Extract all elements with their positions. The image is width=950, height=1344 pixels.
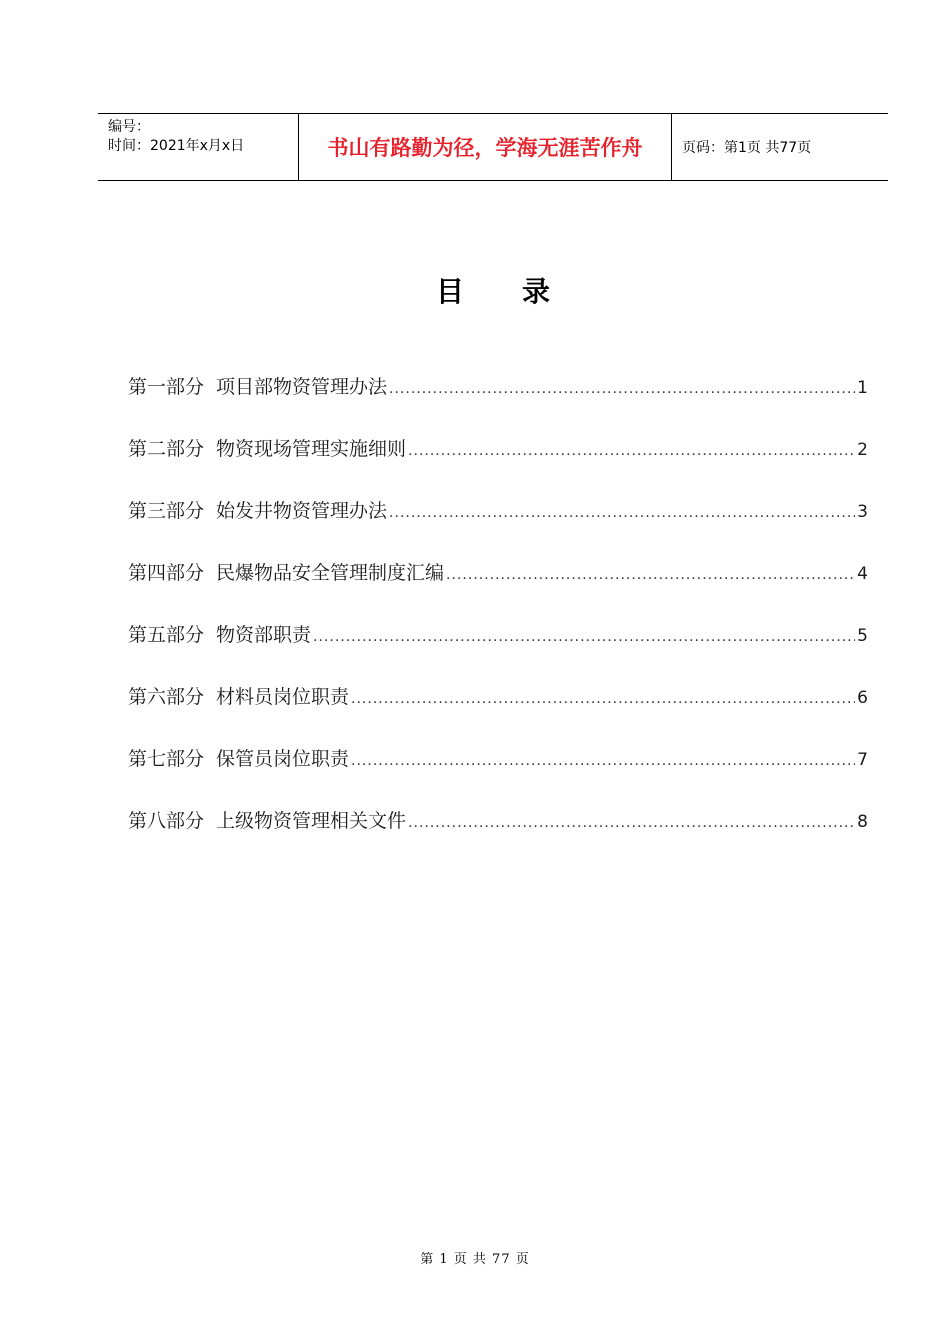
toc-entry-page: 6 (857, 688, 868, 708)
toc-entry[interactable] (128, 682, 868, 744)
toc-entry[interactable] (128, 744, 868, 806)
toc-entry[interactable] (128, 434, 868, 496)
toc-dot-leader (389, 381, 855, 397)
toc-entry[interactable] (128, 620, 868, 682)
toc-entry-part: 第三部分 (128, 500, 205, 522)
toc-entry-title: 项目部物资管理办法 (216, 376, 388, 398)
toc-entry-page: 1 (857, 378, 868, 398)
toc-entry-part: 第五部分 (128, 624, 205, 646)
toc-entry[interactable] (128, 372, 868, 434)
toc-dot-leader (351, 753, 855, 769)
toc-entry-title: 物资现场管理实施细则 (216, 438, 407, 460)
header-page-number: 页码：第1页 共77页 (682, 140, 812, 156)
toc-entry-page: 2 (857, 440, 868, 460)
toc-entry-part: 第四部分 (128, 562, 205, 584)
document-date: 时间：2021年x月x日 (108, 138, 245, 154)
toc-entry-title: 上级物资管理相关文件 (216, 810, 407, 832)
toc-dot-leader (408, 443, 855, 459)
toc-entry-part: 第一部分 (128, 376, 205, 398)
toc-entry-part: 第七部分 (128, 748, 205, 770)
page-footer: 第 1 页 共 77 页 (420, 1252, 530, 1267)
toc-dot-leader (351, 691, 855, 707)
toc-title-char: 目 (435, 275, 466, 308)
toc-dot-leader (408, 815, 855, 831)
header-motto: 书山有路勤为径，学海无涯苦作舟 (299, 114, 672, 180)
toc-entry-page: 5 (857, 626, 868, 646)
toc-entry-title: 保管员岗位职责 (216, 748, 350, 770)
toc-entry-title: 始发井物资管理办法 (216, 500, 388, 522)
toc-dot-leader (446, 567, 855, 583)
toc-entry-page: 3 (857, 502, 868, 522)
toc-dot-leader (389, 505, 855, 521)
toc-entry-title: 物资部职责 (216, 624, 312, 646)
document-number: 编号： (108, 119, 150, 135)
toc-entry-title: 材料员岗位职责 (216, 686, 350, 708)
toc-entry[interactable] (128, 806, 868, 868)
toc-list (128, 372, 868, 868)
toc-entry-page: 4 (857, 564, 868, 584)
page-header (98, 113, 888, 181)
toc-entry-title: 民爆物品安全管理制度汇编 (216, 562, 445, 584)
toc-entry-part: 第二部分 (128, 438, 205, 460)
toc-entry-page: 7 (857, 750, 868, 770)
toc-entry-page: 8 (857, 812, 868, 832)
toc-entry-part: 第六部分 (128, 686, 205, 708)
toc-entry-part: 第八部分 (128, 810, 205, 832)
toc-title-char: 录 (522, 275, 553, 308)
header-meta-cell (98, 114, 299, 180)
toc-title (0, 270, 950, 310)
toc-entry[interactable] (128, 558, 868, 620)
toc-dot-leader (313, 629, 855, 645)
toc-entry[interactable] (128, 496, 868, 558)
